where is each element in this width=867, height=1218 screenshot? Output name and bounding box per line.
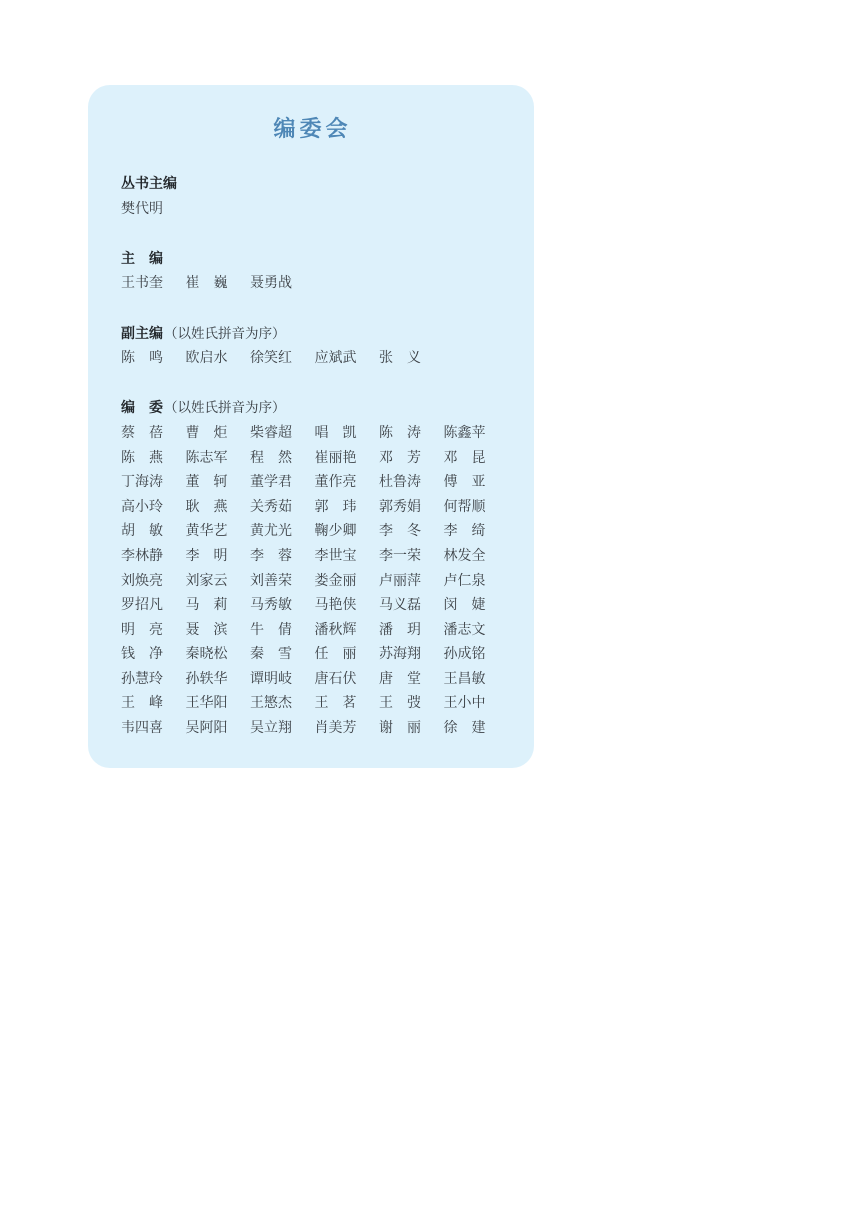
member-name: 刘焕亮 [121,572,163,589]
member-name: 董学君 [250,474,292,491]
member-name: 董作亮 [314,474,357,491]
member-name: 林发全 [443,547,486,564]
name-row [121,618,504,643]
member-name: 陈志军 [185,449,228,466]
name-row [121,642,504,667]
member-name: 秦 雪 [250,646,292,663]
name-row [121,667,504,692]
member-name: 鞠少卿 [314,523,357,540]
member-name: 牛 倩 [250,621,292,638]
member-name: 谭明岐 [250,670,292,687]
member-name: 樊代明 [121,200,163,217]
name-row [121,271,504,296]
member-name: 孙慧玲 [121,670,163,687]
member-name: 唱 凯 [314,424,357,441]
section-heading [121,395,504,421]
member-name: 耿 燕 [185,498,228,515]
section-heading [121,321,504,347]
member-name: 马 莉 [185,597,228,614]
member-name: 郭 玮 [314,498,357,515]
member-name: 韦四喜 [121,720,163,737]
section-label: 丛书主编 [121,176,177,192]
member-name: 董 轲 [185,474,228,491]
member-name: 卢仁泉 [443,572,486,589]
member-name: 崔 巍 [185,275,228,292]
member-name: 郭秀娟 [379,498,421,515]
member-name: 潘志文 [443,621,486,638]
member-name: 陈 涛 [379,424,421,441]
section-heading [121,246,504,272]
member-name: 胡 敏 [121,523,163,540]
section-note: （以姓氏拼音为序） [164,400,286,417]
member-name: 高小玲 [121,498,163,515]
member-name: 邓 芳 [379,449,421,466]
member-name: 程 然 [250,449,292,466]
member-name: 唐 堂 [379,670,421,687]
name-row [121,197,504,222]
section-note: （以姓氏拼音为序） [164,325,286,342]
member-name: 刘家云 [185,572,228,589]
member-name: 欧启水 [185,350,228,367]
member-name: 罗招凡 [121,597,163,614]
section-heading [121,171,504,197]
name-row [121,593,504,618]
member-name: 王昌敏 [443,670,486,687]
name-row [121,519,504,544]
member-name: 张 义 [379,350,421,367]
member-name: 徐 建 [443,720,486,737]
member-name: 黄尤光 [250,523,292,540]
name-row [121,544,504,569]
member-name: 丁海涛 [121,474,163,491]
member-name: 聂 滨 [185,621,228,638]
member-name: 马秀敏 [250,597,292,614]
member-name: 邓 昆 [443,449,486,466]
member-name: 潘 玥 [379,621,421,638]
member-name: 陈 鸣 [121,350,163,367]
member-name: 李 明 [185,547,228,564]
member-name: 杜鲁涛 [379,474,421,491]
member-name: 蔡 蓓 [121,424,163,441]
member-name: 娄金丽 [314,572,357,589]
name-row [121,691,504,716]
name-row [121,421,504,446]
name-row [121,470,504,495]
member-name: 谢 丽 [379,720,421,737]
member-name: 孙轶华 [185,670,228,687]
section-editorial-board-members [121,395,504,740]
member-name: 黄华艺 [185,523,228,540]
member-name: 徐笑红 [250,350,292,367]
section-series-chief-editor [121,171,504,221]
name-row [121,446,504,471]
member-name: 吴立翔 [250,720,292,737]
section-chief-editors [121,246,504,296]
member-name: 苏海翔 [379,646,421,663]
member-name: 明 亮 [121,621,163,638]
member-name: 任 丽 [314,646,357,663]
member-name: 曹 炬 [185,424,228,441]
member-name: 李 蓉 [250,547,292,564]
member-name: 卢丽萍 [379,572,421,589]
member-name: 孙成铭 [443,646,486,663]
member-name: 王 茗 [314,695,357,712]
member-name: 李 绮 [443,523,486,540]
member-name: 李林静 [121,547,163,564]
section-deputy-chief-editors [121,321,504,371]
member-name: 陈鑫苹 [443,424,486,441]
member-name: 王书奎 [121,275,163,292]
name-row [121,346,504,371]
page-title: 编委会 [273,116,352,142]
section-label: 编 委 [121,400,163,417]
member-name: 柴睿超 [250,424,292,441]
member-name: 马艳侠 [314,597,357,614]
member-name: 王小中 [443,695,486,712]
member-name: 吴阿阳 [185,720,228,737]
member-name: 闵 婕 [443,597,486,614]
member-name: 王华阳 [185,695,228,712]
member-name: 李 冬 [379,523,421,540]
member-name: 李世宝 [314,547,357,564]
member-name: 唐石伏 [314,670,357,687]
name-row [121,495,504,520]
member-name: 聂勇战 [250,275,292,292]
editorial-board-card [88,85,534,768]
member-name: 应斌武 [314,350,357,367]
member-name: 何帮顺 [443,498,486,515]
member-name: 李一荣 [379,547,421,564]
member-name: 王 峰 [121,695,163,712]
member-name: 刘善荣 [250,572,292,589]
member-name: 王慜杰 [250,695,292,712]
member-name: 王 弢 [379,695,421,712]
member-name: 关秀茹 [250,498,292,515]
member-name: 马义磊 [379,597,421,614]
member-name: 钱 净 [121,646,163,663]
section-label: 主 编 [121,250,163,267]
section-label: 副主编 [121,325,163,342]
name-row [121,716,504,741]
member-name: 肖美芳 [314,720,357,737]
member-name: 秦晓松 [185,646,228,663]
sections-container [121,171,504,741]
member-name: 潘秋辉 [314,621,357,638]
member-name: 崔丽艳 [314,449,357,466]
member-name: 陈 燕 [121,449,163,466]
name-row [121,569,504,594]
member-name: 傅 亚 [443,474,486,491]
